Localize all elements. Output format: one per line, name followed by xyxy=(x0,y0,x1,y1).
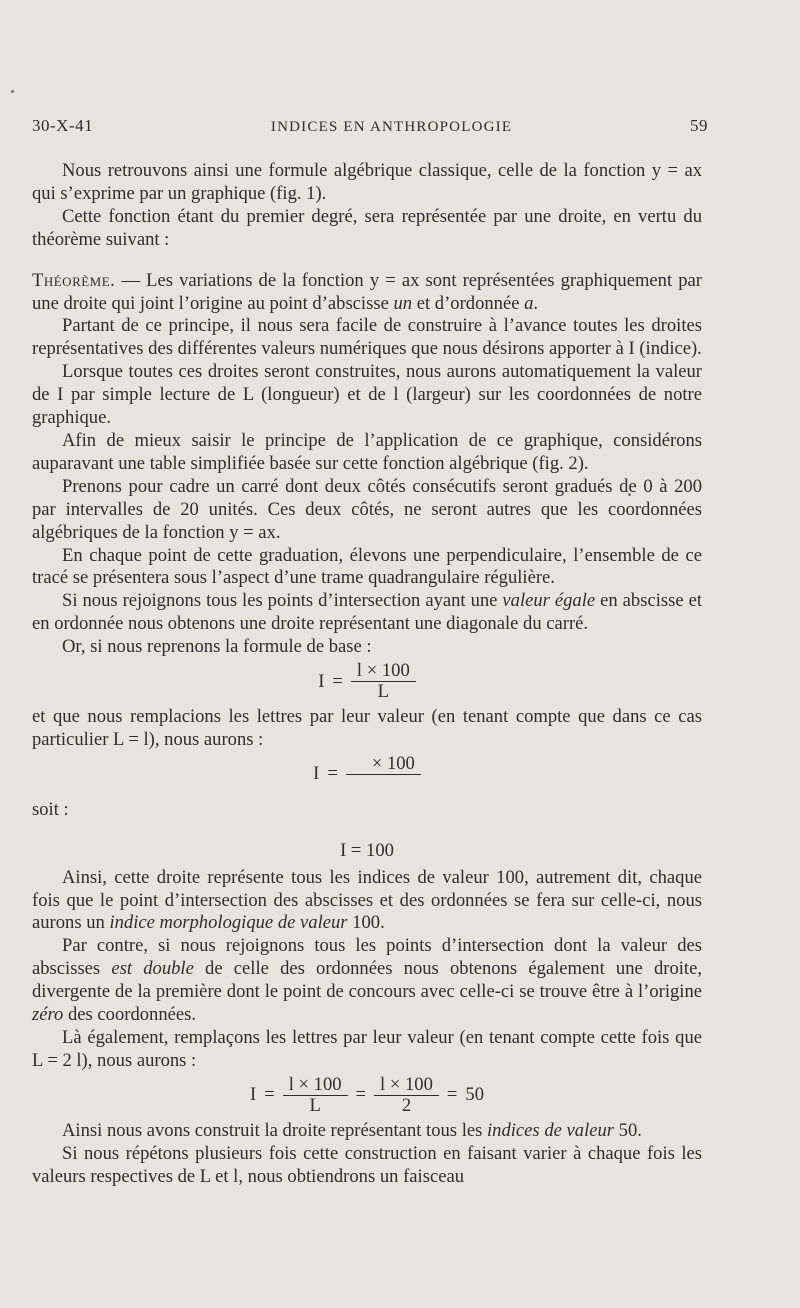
page-speck xyxy=(11,90,14,93)
emphasis: est double xyxy=(111,958,194,980)
paragraph: Si nous répétons plusieurs fois cette construction en faisant varier à chaque fois les valeurs respectives de L et l, nous obtiendrons un faisceau xyxy=(32,1142,702,1187)
paragraph: Lorsque toutes ces droites seront construites, nous aurons automatiquement la valeur de I par simple lecture de L (longueur) et de l (largeur) sur les coordonnées de notre graphique. xyxy=(32,361,702,429)
header-title: INDICES EN ANTHROPOLOGIE xyxy=(270,119,513,135)
page-number: 59 xyxy=(690,116,708,135)
paragraph: Afin de mieux saisir le principe de l’application de ce graphique, considérons auparavant une table simplifiée basée sur cette fonction algébrique (fig. 2). xyxy=(32,429,702,474)
emphasis: indice morphologique de valeur xyxy=(109,912,348,934)
paragraph: Partant de ce principe, il nous sera facile de construire à l’avance toutes les droites représentatives des différentes valeurs numériques que nous désirons apporter à I (indice). xyxy=(32,315,702,360)
formula-result-value: 50 xyxy=(465,1084,484,1106)
fraction-numerator: l × 100 xyxy=(288,1073,342,1095)
paragraph xyxy=(32,935,702,1027)
paragraph xyxy=(32,590,702,636)
theorem-text: et d’ordonnée xyxy=(412,292,525,314)
paragraph: et que nous remplacions les lettres par leur valeur (en tenant compte que dans ce cas particulier L = l), nous aurons : xyxy=(32,706,702,750)
fraction xyxy=(283,1075,348,1116)
paragraph: Là également, remplaçons les lettres par leur valeur (en tenant compte cette fois que L = 2 l), nous aurons : xyxy=(32,1027,702,1071)
header-date: 30-X-41 xyxy=(32,116,94,135)
text-run: 100. xyxy=(347,912,385,934)
formula-base xyxy=(32,661,702,702)
fraction-denominator: L xyxy=(377,681,390,703)
text-run: Ainsi nous avons construit la droite représentant tous les xyxy=(62,1119,487,1141)
paragraph xyxy=(32,867,702,936)
emphasis: valeur égale xyxy=(502,590,596,612)
text-run: des coordonnées. xyxy=(63,1004,197,1026)
paragraph: Nous retrouvons ainsi une formule algébrique classique, celle de la fonction y = ax qui s’exprime par un graphique (fig. 1). xyxy=(32,160,702,204)
formula-equals: = xyxy=(264,1084,275,1106)
fraction xyxy=(374,1075,439,1116)
text-run: Ainsi, cette droite représente tous les indices de valeur 100, autrement dit, chaque fois que le point d’intersection des abscisses et des ordonnées se fera sur celle-ci, nous aurons un xyxy=(32,866,702,934)
formula-equals: = xyxy=(446,1084,458,1106)
formula-result: I = 100 xyxy=(340,839,394,861)
fraction-numerator: l × 100 xyxy=(380,1073,433,1095)
paragraph: soit : xyxy=(32,798,69,820)
text-run: Par contre, si nous rejoignons tous les points d’intersection dont la valeur des abscisses xyxy=(32,935,702,980)
formula-equals: = xyxy=(332,670,343,692)
theorem-text: — Les variations de la fonction y = ax sont représentées graphiquement par une droite qui joint l’origine au point d’abscisse xyxy=(32,269,702,314)
body-text xyxy=(32,160,702,1189)
formula-equals: = xyxy=(355,1084,367,1106)
fraction-denominator: L xyxy=(309,1094,321,1116)
paragraph xyxy=(32,1120,702,1143)
text-run: Si nous rejoignons tous les points d’intersection ayant une xyxy=(62,590,503,612)
formula-equals: = xyxy=(327,763,338,785)
paragraph: Cette fonction étant du premier degré, sera représentée par une droite, en vertu du théorème suivant : xyxy=(32,205,702,250)
fraction-denominator xyxy=(381,775,386,795)
emphasis: zéro xyxy=(32,1004,64,1026)
formula-fifty xyxy=(32,1075,702,1116)
fraction-numerator: l × 100 xyxy=(356,660,410,682)
text-run: 50. xyxy=(614,1119,642,1141)
paragraph: En chaque point de cette graduation, élevons une perpendiculaire, l’ensemble de ce tracé se présentera sous l’aspect d’une trame quadrangulaire régulière. xyxy=(32,544,702,589)
text-run: en abscisse et en ordonnée nous obtenons une droite représentant une diagonale du carré. xyxy=(32,590,702,635)
emphasis: un xyxy=(393,292,413,314)
running-header xyxy=(32,116,708,136)
emphasis: indices de valeur xyxy=(487,1119,615,1141)
paragraph: Prenons pour cadre un carré dont deux côtés consécutifs seront gradués de 0 à 200 par intervalles de 20 unités. Ces deux côtés, ne seront autres que les coordonnées algébriques de la fonction y = ax. xyxy=(32,475,702,543)
formula-lhs: I xyxy=(250,1084,257,1106)
paragraph: Or, si nous reprenons la formule de base : xyxy=(62,636,372,658)
fraction-numerator: × 100 xyxy=(371,752,415,774)
theorem-label: Théorème. xyxy=(32,269,116,291)
formula-substituted xyxy=(32,754,702,795)
theorem-text: . xyxy=(533,292,539,314)
fraction-denominator: 2 xyxy=(401,1094,412,1116)
emphasis: a xyxy=(524,292,534,314)
formula-lhs: I xyxy=(313,763,320,785)
fraction xyxy=(346,754,421,795)
theorem-paragraph xyxy=(32,270,702,316)
fraction xyxy=(351,661,416,702)
formula-lhs: I xyxy=(318,670,325,692)
text-run: de celle des ordonnées nous obtenons également une droite, divergente de la première dont le point de concours avec celle-ci se trouve être à l’origine xyxy=(32,958,702,1003)
